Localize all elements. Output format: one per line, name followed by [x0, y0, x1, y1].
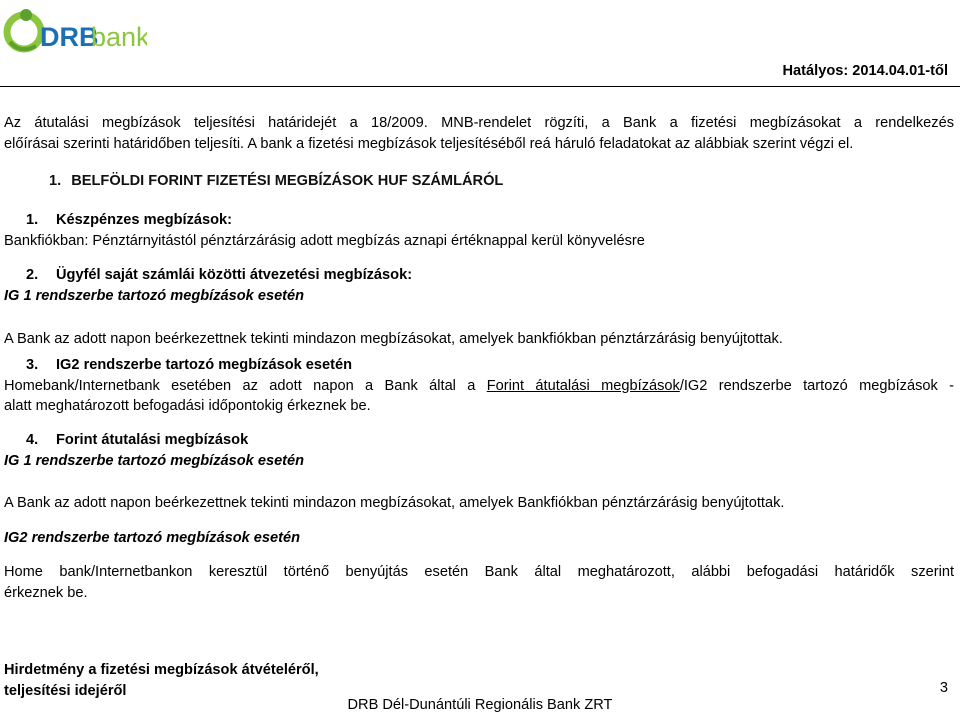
item-title: IG2 rendszerbe tartozó megbízások esetén — [56, 357, 353, 373]
item-own-account-transfers — [4, 265, 954, 350]
item-title: Forint átutalási megbízások — [56, 432, 249, 448]
section-title: BELFÖLDI FORINT FIZETÉSI MEGBÍZÁSOK HUF SZÁMLÁRÓL — [71, 173, 504, 189]
intro-line-1: Az átutalási megbízások teljesítési határidejét a 18/2009. MNB-rendelet rögzíti, a Bank a fizetési megbízásokat a rendelkezés — [4, 115, 954, 131]
item-forint-transfers — [4, 430, 954, 603]
item-title: Ügyfél saját számlái közötti átvezetési megbízások: — [56, 267, 413, 283]
section-heading — [49, 171, 954, 192]
item-title: Készpénzes megbízások: — [56, 212, 232, 228]
item-text-b: /IG2 rendszerbe tartozó megbízások - — [679, 377, 955, 394]
item-text: A Bank az adott napon beérkezettnek tekinti mindazon megbízásokat, amelyek Bankfiókban pénztárzárásig benyújtottak. — [4, 495, 785, 511]
item-number: 1. — [26, 212, 39, 228]
footer-title-line-1: Hirdetmény a fizetési megbízások átvételéről, — [4, 662, 319, 678]
footer-bank-name: DRB Dél-Dunántúli Regionális Bank ZRT — [347, 697, 613, 713]
item-subtitle-2: IG2 rendszerbe tartozó megbízások esetén — [4, 529, 301, 546]
page-number: 3 — [939, 680, 948, 696]
item-text2-line-2: érkeznek be. — [4, 584, 88, 601]
item-subtitle: IG 1 rendszerbe tartozó megbízások esetén — [4, 287, 305, 304]
footer-title — [4, 660, 319, 701]
item-text: Bankfiókban: Pénztárnyitástól pénztárzárásig adott megbízás aznapi értéknappal kerül könyvelésre — [4, 232, 645, 249]
item-number: 2. — [26, 267, 39, 283]
svg-text:bank: bank — [91, 22, 147, 52]
intro-paragraph — [4, 113, 954, 154]
item-text: A Bank az adott napon beérkezettnek tekinti mindazon megbízásokat, amelyek bankfiókban pénztárzárásig benyújtottak. — [4, 331, 783, 347]
item-text2-line-1: Home bank/Internetbankon keresztül történő benyújtás esetén Bank által meghatározott, alábbi befogadási határidők szerint — [4, 564, 954, 580]
effective-date: Hatályos: 2014.04.01-től — [782, 63, 948, 79]
svg-text:DRB: DRB — [40, 22, 99, 52]
item-ig2-orders — [4, 355, 954, 417]
item-subtitle: IG 1 rendszerbe tartozó megbízások esetén — [4, 452, 305, 469]
drb-bank-logo — [2, 2, 147, 64]
item-text-a: Homebank/Internetbank esetében az adott napon a Bank által a — [4, 377, 487, 394]
intro-line-2: előírásai szerinti határidőben teljesíti. A bank a fizetési megbízások teljesítéséből reá háruló feladatokat az alábbiak szerint végzi el. — [4, 135, 854, 152]
footer-title-line-2: teljesítési idejéről — [4, 682, 127, 699]
forint-transfer-link[interactable]: Forint átutalási megbízások — [486, 377, 680, 394]
header-divider — [0, 86, 960, 87]
item-text-c: alatt meghatározott befogadási időpontokig érkeznek be. — [4, 398, 371, 414]
section-number: 1. — [49, 173, 62, 189]
item-cash-orders — [4, 210, 954, 251]
item-number: 4. — [26, 432, 39, 448]
item-number: 3. — [26, 357, 39, 373]
